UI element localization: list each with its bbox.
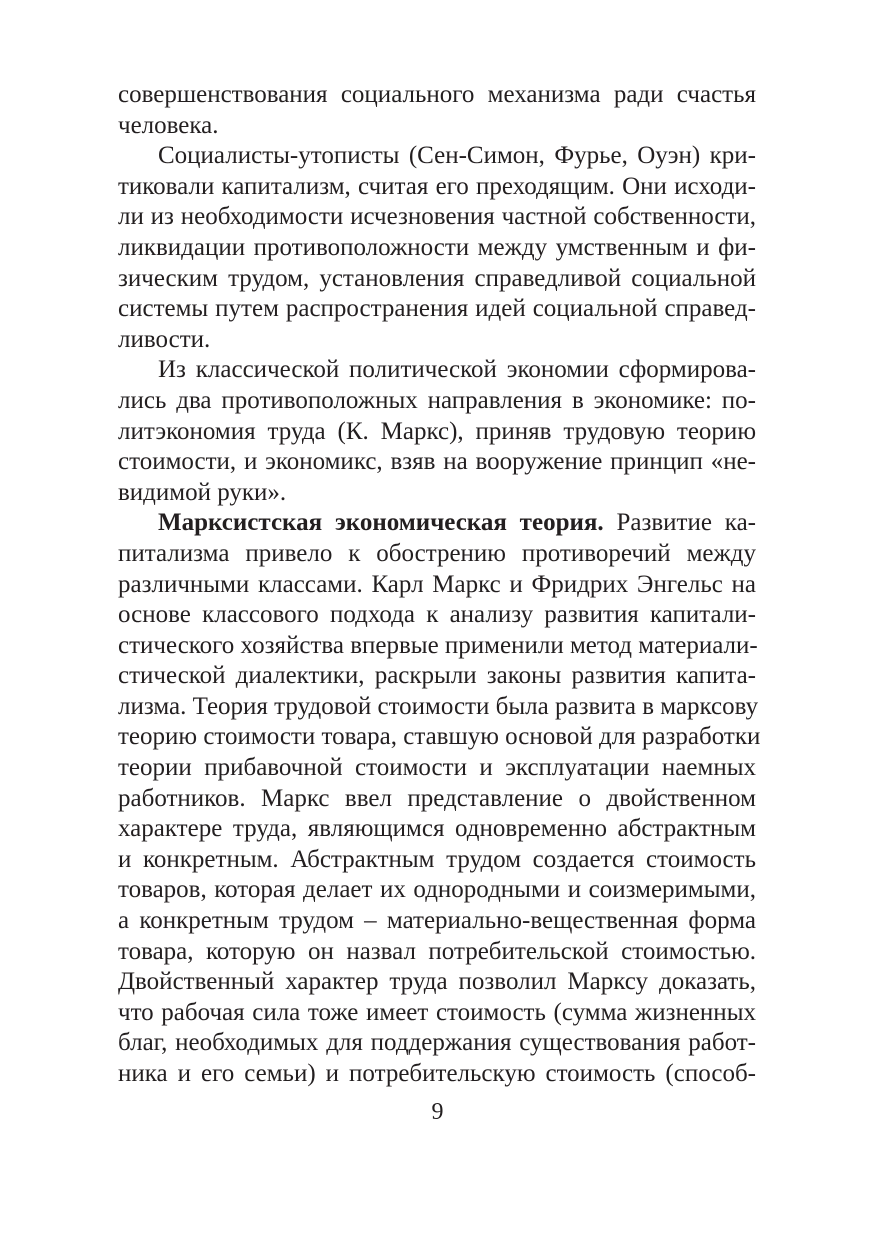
text-line: видимой руки». — [118, 478, 287, 506]
text-line: тиковали капитализм, считая его преходящим. Они исходи- — [118, 172, 756, 200]
text-line: товаров, которая делает их однородными и соизмеримыми, — [118, 876, 756, 904]
text-line: ника и его семьи) и потребительскую стоимость (способ- — [118, 1060, 756, 1087]
text-line: литэкономия труда (К. Маркс), приняв трудовую теорию — [118, 417, 756, 445]
text-line: характере труда, являющимся одновременно абстрактным — [118, 815, 756, 843]
text-line: основе классового подхода к анализу развития капитали- — [118, 601, 756, 629]
text-line: человека. — [118, 111, 219, 139]
page-number: 9 — [431, 1099, 444, 1125]
text-line: ликвидации противоположности между умственным и фи- — [118, 233, 756, 261]
text-line: Социалисты-утописты (Сен-Симон, Фурье, Оуэн) кри- — [158, 142, 756, 170]
text-line: совершенствования социального механизма ради счастья — [118, 81, 756, 108]
text-line: лизма. Теория трудовой стоимости была развита в марксову — [118, 692, 759, 720]
text-line: работников. Маркс ввел представление о двойственном — [118, 784, 756, 812]
text-line: Из классической политической экономии сформирова- — [158, 356, 756, 384]
text-line: теории прибавочной стоимости и эксплуатации наемных — [118, 754, 756, 782]
text-line: лись два противоположных направления в экономике: по- — [118, 386, 756, 414]
text-line: стического хозяйства впервые применили метод материали- — [118, 631, 758, 659]
text-line — [118, 508, 756, 539]
section-heading: Марксистская экономическая теория. — [158, 509, 604, 537]
text-line: стоимости, и экономикс, взяв на вооружение принцип «не- — [118, 448, 756, 476]
text-line: благ, необходимых для поддержания существования работ- — [118, 1029, 756, 1057]
paragraph — [118, 141, 756, 355]
text-line: и конкретным. Абстрактным трудом создается стоимость — [118, 845, 756, 873]
text-line: Двойственный характер труда позволил Марксу доказать, — [118, 968, 756, 996]
paragraph — [118, 80, 756, 141]
text-line: что рабочая сила тоже имеет стоимость (сумма жизненных — [118, 998, 756, 1026]
text-line: теорию стоимости товара, ставшую основой для разработки — [118, 723, 761, 751]
heading-line-rest: Развитие ка- — [603, 509, 756, 537]
page-body — [118, 80, 761, 1090]
text-line: товара, которую он назвал потребительской стоимостью. — [118, 937, 756, 965]
text-line: стической диалектики, раскрыли законы развития капита- — [118, 662, 756, 690]
text-line: различными классами. Карл Маркс и Фридрих Энгельс на — [118, 570, 756, 598]
text-line: ли из необходимости исчезновения частной собственности, — [118, 203, 756, 231]
paragraph — [118, 508, 761, 1089]
text-line: ливости. — [118, 325, 211, 353]
text-line: зическим трудом, установления справедливой социальной — [118, 264, 756, 292]
text-line: а конкретным трудом – материально-вещественная форма — [118, 907, 756, 935]
text-line: системы путем распространения идей социальной справед- — [118, 295, 756, 323]
paragraph — [118, 355, 756, 508]
text-line: питализма привело к обострению противоречий между — [118, 539, 756, 567]
